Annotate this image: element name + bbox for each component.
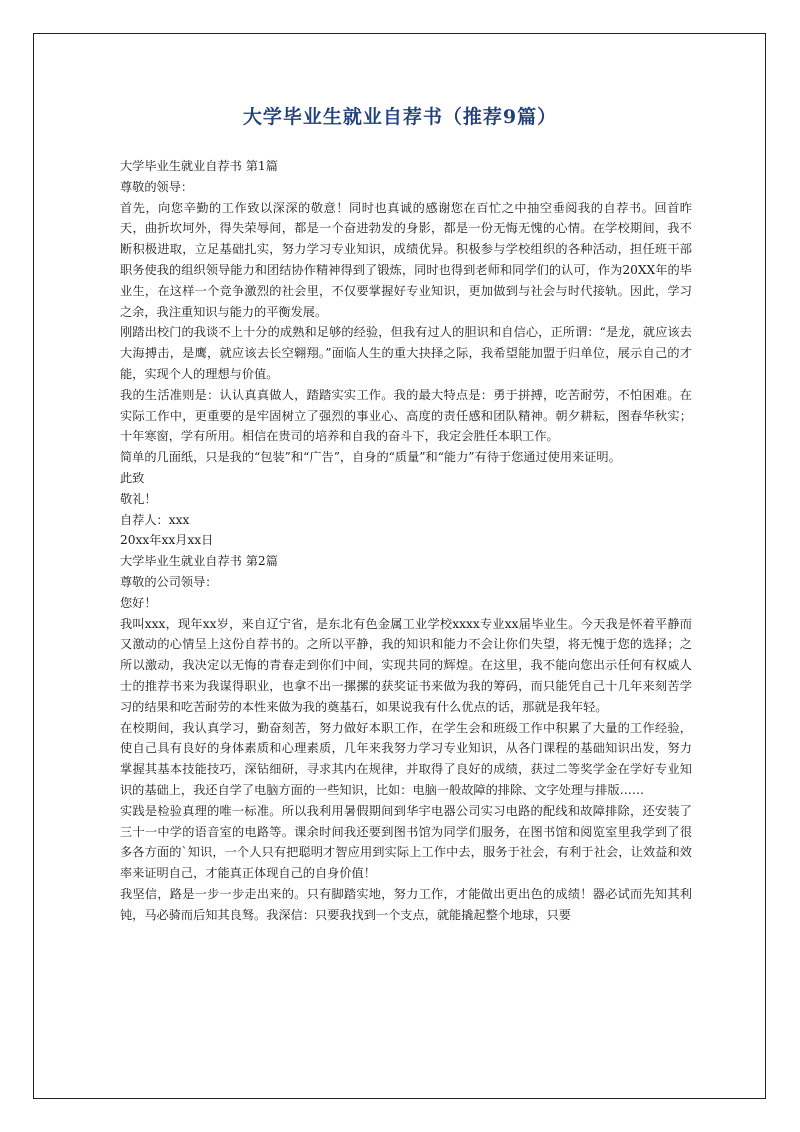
paragraph: 我坚信，路是一步一步走出来的。只有脚踏实地，努力工作，才能做出更出色的成绩！器必试而先知其利钝，马必骑而后知其良驽。我深信：只要我找到一个支点，就能撬起整个地球，只要 xyxy=(120,886,692,922)
closing-line: 敬礼！ xyxy=(120,491,157,506)
paragraph: 刚踏出校门的我谈不上十分的成熟和足够的经验，但我有过人的胆识和自信心，正所谓：“是龙，就应该去大海搏击，是鹰，就应该去长空翱翔。”面临人生的重大抉择之际，我希望能加盟于归单位，展示自己的才能，实现个人的理想与价值。 xyxy=(120,325,692,381)
paragraph: 简单的几面纸，只是我的“包装”和“广告”，自身的“质量”和“能力”有待于您通过使用来证明。 xyxy=(120,450,621,465)
section-heading-1: 大学毕业生就业自荐书 第1篇 xyxy=(120,159,278,173)
document-title: 大学毕业生就业自荐书（推荐9篇） xyxy=(242,106,558,128)
date-line: 20xx年xx月xx日 xyxy=(120,533,214,548)
paragraph: 实践是检验真理的唯一标准。所以我利用暑假期间到华宇电器公司实习电路的配线和故障排除，还安装了三十一中学的语音室的电路等。课余时间我还要到图书馆为同学们服务，在图书馆和阅览室里我学到了很多各方面的`知识，一个人只有把聪明才智应用到实际上工作中去，服务于社会，有利于社会，让效益和效率来证明自己，才能真正体现自己的自身价值！ xyxy=(120,803,692,881)
salutation: 尊敬的领导： xyxy=(120,179,194,194)
paragraph: 我叫xxx，现年xx岁，来自辽宁省，是东北有色金属工业学校xxxx专业xx届毕业生。今天我是怀着平静而又激动的心情呈上这份自荐书的。之所以平静，我的知识和能力不会让你们失望，将无愧于您的选择；之所以激动，我决定以无悔的青春走到你们中间，实现共同的辉煌。在这里，我不能向您出示任何有权威人士的推荐书来为我谋得职业，也拿不出一摞摞的获奖证书来做为我的筹码，而只能凭自己十几年来刻苦学习的结果和吃苦耐劳的本性来做为我的奠基石，如果说我有什么优点的话，那就是我年轻。 xyxy=(120,616,692,714)
closing-line: 此致 xyxy=(120,470,145,485)
section-heading-2: 大学毕业生就业自荐书 第2篇 xyxy=(120,554,278,569)
salutation: 尊敬的公司领导： xyxy=(120,574,218,589)
paragraph: 首先，向您辛勤的工作致以深深的敬意！同时也真诚的感谢您在百忙之中抽空垂阅我的自荐书。回首昨天，曲折坎坷外，得失荣辱间，都是一个奋进勃发的身影，都是一份无悔无愧的心情。在学校期间，我不断积极进取，立足基础扎实，努力学习专业知识，成绩优异。积极参与学校组织的各种活动，担任班干部职务使我的组织领导能力和团结协作精神得到了锻炼，同时也得到老师和同学们的认可，作为20XX年的毕业生，在这样一个竞争激烈的社会里，不仅要掌握好专业知识，更加做到与社会与时代接轨。因此，学习之余，我注重知识与能力的平衡发展。 xyxy=(120,200,692,319)
signature-line: 自荐人：xxx xyxy=(120,512,190,527)
paragraph: 在校期间，我认真学习，勤奋刻苦，努力做好本职工作，在学生会和班级工作中积累了大量的工作经验，使自己具有良好的身体素质和心理素质，几年来我努力学习专业知识，从各门课程的基础知识出发，努力掌握其基本技能技巧，深钻细研，寻求其内在规律，并取得了良好的成绩，获过二等奖学金在学好专业知识的基础上，我还自学了电脑方面的一些知识，比如：电脑一般故障的排除、文字处理与排版…… xyxy=(120,720,692,797)
greeting: 您好！ xyxy=(120,595,157,610)
document-body xyxy=(120,156,692,925)
paragraph: 我的生活准则是：认认真真做人，踏踏实实工作。我的最大特点是：勇于拼搏，吃苦耐劳，不怕困难。在实际工作中，更重要的是牢固树立了强烈的事业心、高度的责任感和团队精神。朝夕耕耘，图春华秋实；十年寒窗，学有所用。相信在贵司的培养和自我的奋斗下，我定会胜任本职工作。 xyxy=(120,387,692,444)
